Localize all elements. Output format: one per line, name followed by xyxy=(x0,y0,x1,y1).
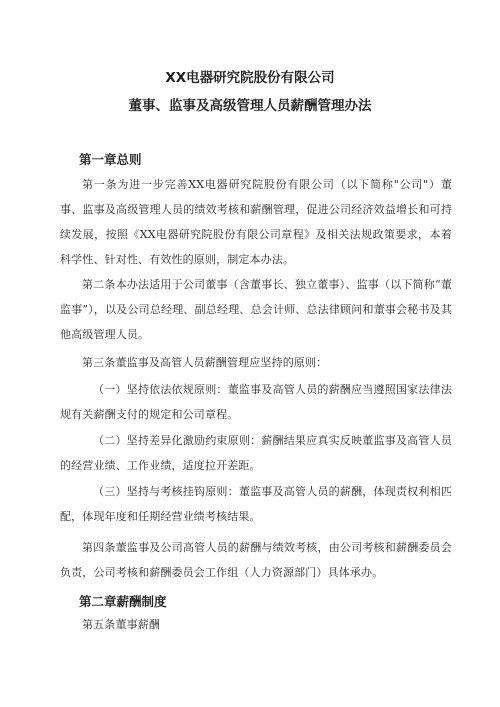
principle-paragraph: （一）坚持依法依规原则：董监事及高管人员的薪酬应当遵照国家法律法规有关薪酬支付的规定和公司章程。 xyxy=(60,383,452,421)
principle-paragraph: （三）坚持与考核挂钩原则：董监事及高管人员的薪酬，体现责权利相匹配，体现年度和任期经营业绩考核结果。 xyxy=(60,485,452,523)
company-title: XX电器研究院股份有限公司 xyxy=(165,70,335,86)
article-paragraph: 第三条董监事及高管人员薪酬管理应坚持的原则： xyxy=(82,356,328,369)
principle-paragraph: （二）坚持差异化激励约束原则：薪酬结果应真实反映董监事及高管人员的经营业绩、工作业绩，适度拉开差距。 xyxy=(60,434,452,472)
article-paragraph: 第四条董监事及公司高管人员的薪酬与绩效考核，由公司考核和薪酬委员会负责，公司考核和薪酬委员会工作组（人力资源部门）具体承办。 xyxy=(60,541,452,579)
article-paragraph: 第一条为进一步完善XX电器研究院股份有限公司（以下简称"公司"）董事、监事及高级管理人员的绩效考核和薪酬管理，促进公司经济效益增长和可持续发展，按照《XX电器研究院股份有限公司章程》及相关法规政策要求，本着科学性、针对性、有效性的原则，制定本办法。 xyxy=(60,178,452,266)
chapter-heading: 第一章总则 xyxy=(79,152,142,167)
chapter-heading: 第二章薪酬制度 xyxy=(79,594,167,609)
article-paragraph: 第五条董事薪酬 xyxy=(82,618,161,631)
article-paragraph: 第二条本办法适用于公司董事（含董事长、独立董事）、监事（以下简称“董监事”），以及公司总经理、副总经理、总会计师、总法律顾问和董事会秘书及其他高级管理人员。 xyxy=(60,278,452,341)
document-title: 董事、监事及高级管理人员薪酬管理办法 xyxy=(128,98,372,114)
